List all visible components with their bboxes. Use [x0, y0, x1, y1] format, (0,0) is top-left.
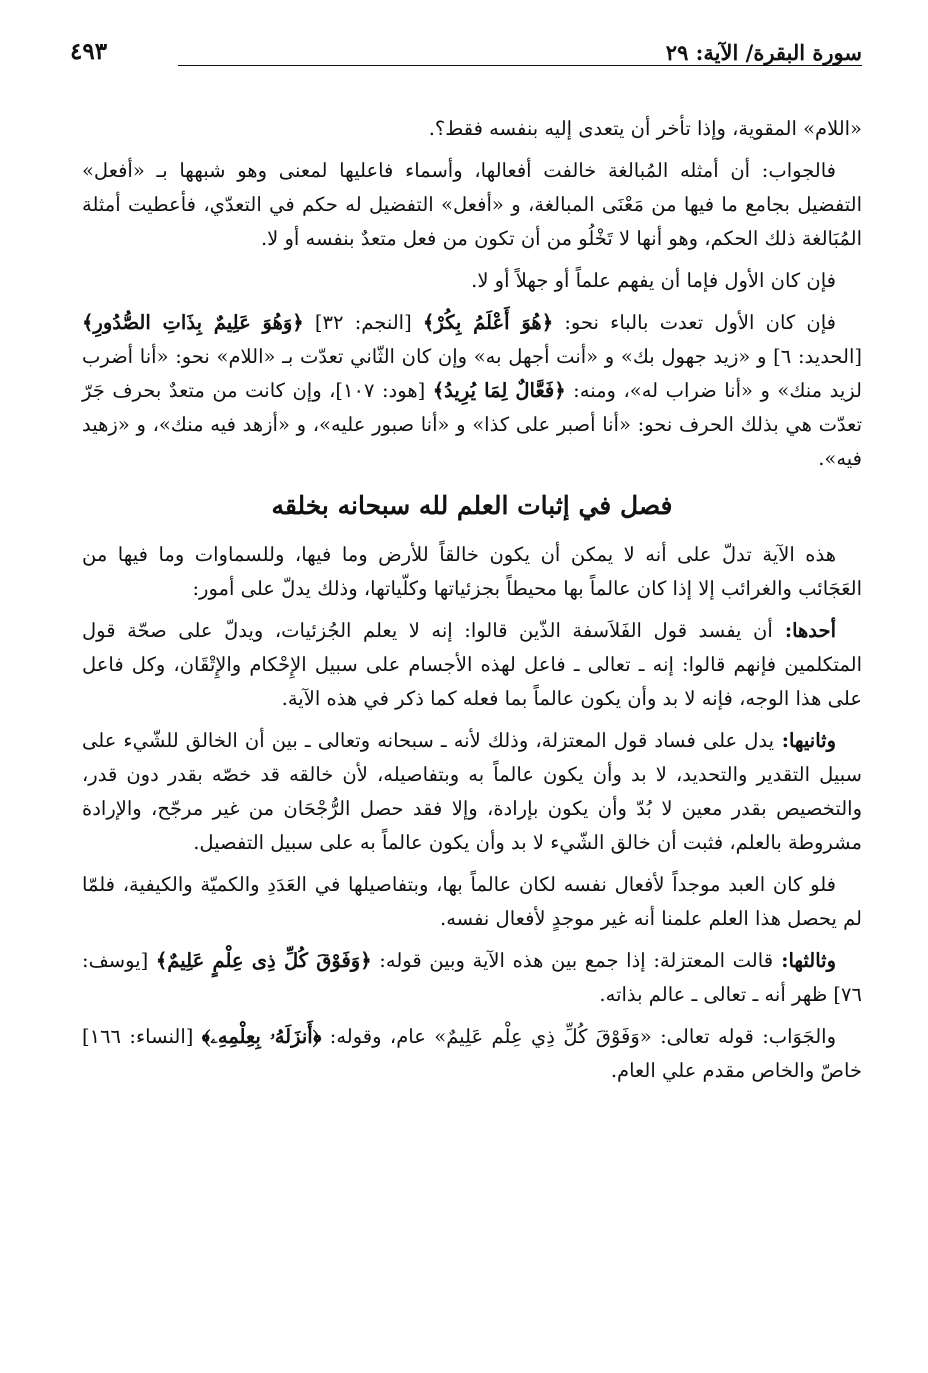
- verse-reference: [النجم: ٣٢]: [303, 311, 423, 334]
- paragraph-text: والجَوَاب: قوله تعالى: «وَفَوْقَ كُلِّ ذِي عِلْم عَلِيمٌ» عام، وقوله:: [321, 1025, 836, 1048]
- paragraph: [82, 1020, 862, 1088]
- paragraph: [82, 868, 862, 936]
- quran-verse: ﴿وَفَوْقَ كُلِّ ذِى عِلْمٍ عَلِيمٌ﴾: [155, 949, 372, 972]
- header-rule: [178, 65, 862, 66]
- paragraph: [82, 724, 862, 860]
- paragraph-text: فإن كان الأول فإما أن يفهم علماً أو جهلاً أو لا.: [471, 269, 836, 292]
- section-heading: فصل في إثبات العلم لله سبحانه بخلقه: [271, 491, 673, 520]
- quran-verse: ﴿أَنزَلَهُۥ بِعِلْمِهِۦ﴾: [201, 1025, 322, 1048]
- paragraph: [82, 614, 862, 716]
- paragraph-text: هذه الآية تدلّ على أنه لا يمكن أن يكون خالقاً للأرض وما فيها، وللسماوات وما فيها من العَجَائب والغرائب إلا إذا كان عالماً بها محيطاً بجزئياتها وكلّياتها، وذلك يدلّ على أمور:: [82, 543, 862, 600]
- paragraph-lead: أحدها:: [772, 619, 836, 642]
- paragraph-text: [الحديد: ٦] و «زيد جهول بك» و «أنت أجهل به» وإن كان الثّاني تعدّت بـ «اللام» نحو: «أنا أضرب لزيد منك» و «أنا ضراب له»، ومنه:: [82, 345, 862, 402]
- paragraph-text: فالجواب: أن أمثله المُبالغة خالفت أفعالها، وأسماء فاعليها لمعنى وهو شبهها بـ «أفعل» التفضيل بجامع ما فيها من مَعْنَى المبالغة، و «أفعل» التفضيل له حكم في التعدّي، فأعطيت أمثلة المُبَالغة ذلك الحكم، وهو أنها لا تَخْلُو من أن تكون من فعل متعدٌ بنفسه أو لا.: [82, 159, 862, 250]
- quran-verse: ﴿وَهُوَ عَلِيمٌ بِذَاتِ الصُّدُورِ﴾: [82, 311, 304, 334]
- paragraph-text: «اللام» المقوية، وإذا تأخر أن يتعدى إليه بنفسه فقط؟.: [428, 117, 862, 140]
- quran-verse: ﴿هُوَ أَعْلَمُ بِكُرْ﴾: [422, 311, 554, 334]
- paragraph: [82, 154, 862, 256]
- page-number: ٤٩٣: [70, 38, 108, 65]
- paragraph-text: يدل على فساد قول المعتزلة، وذلك لأنه ـ سبحانه وتعالى ـ بين أن الخالق للشّيء على سبيل التقدير والتحديد، لا بد وأن يكون عالماً به وبتفاصيله، لأن خالقه قد خصّه بقدر دون قدر، والتخصيص بقدر معين لا بُدّ وأن يكون بإرادة، وإلا فقد حصل الرُّجْحَان من غير مرجّح، والإرادة مشروطة بالعلم، فثبت أن خالق الشّيء لا بد وأن يكون عالماً به على سبيل التفصيل.: [82, 729, 862, 854]
- paragraph-text: [يوسف: ٧٦] ظهر أنه ـ تعالى ـ عالم بذاته.: [82, 949, 862, 1006]
- paragraph-text: فلو كان العبد موجداً لأفعال نفسه لكان عالماً بها، وبتفاصيلها في العَدَدِ والكميّة والكيفية، فلمّا لم يحصل هذا العلم علمنا أنه غير موجدٍ لأفعال نفسه.: [82, 873, 862, 930]
- paragraph-text: أن يفسد قول الفَلاَسفة الذّين قالوا: إنه لا يعلم الجُزئيات، ويدلّ على صحّة قول المتكلمين فإنهم قالوا: إنه ـ تعالى ـ فاعل لهذه الأجسام على سبيل الإِحْكام والإِتْقَان، وكل فاعل على هذا الوجه، فإنه لا بد وأن يكون عالماً بما فعله كما ذكر في هذه الآية.: [82, 619, 862, 710]
- paragraph: [82, 264, 862, 298]
- page-body: [82, 112, 862, 1096]
- paragraph: [82, 306, 862, 476]
- paragraph-text: قالت المعتزلة: إذا جمع بين هذه الآية وبين قوله:: [371, 949, 774, 972]
- paragraph-text: فإن كان الأول تعدت بالباء نحو:: [553, 311, 836, 334]
- running-head: سورة البقرة/ الآية: ٢٩: [665, 40, 862, 65]
- quran-verse: ﴿فَعَّالٌ لِمَا يُرِيدُ﴾: [432, 379, 566, 402]
- paragraph: [82, 112, 862, 146]
- paragraph: [82, 538, 862, 606]
- page-header: [70, 34, 862, 74]
- paragraph-lead: وثانيها:: [774, 729, 837, 752]
- paragraph-text: [النساء: ١٦٦] خاصّ والخاص مقدم علي العام.: [82, 1025, 862, 1082]
- paragraph-lead: وثالثها:: [773, 949, 836, 972]
- paragraph: [82, 944, 862, 1012]
- paragraph-text: [هود: ١٠٧]، وإن كانت من متعدٌ بحرف جَرّ تعدّت هي بذلك الحرف نحو: «أنا أصبر على كذا» و «أنا صبور عليه»، و «أزهد فيه منك»، و «زهيد فيه».: [82, 379, 862, 470]
